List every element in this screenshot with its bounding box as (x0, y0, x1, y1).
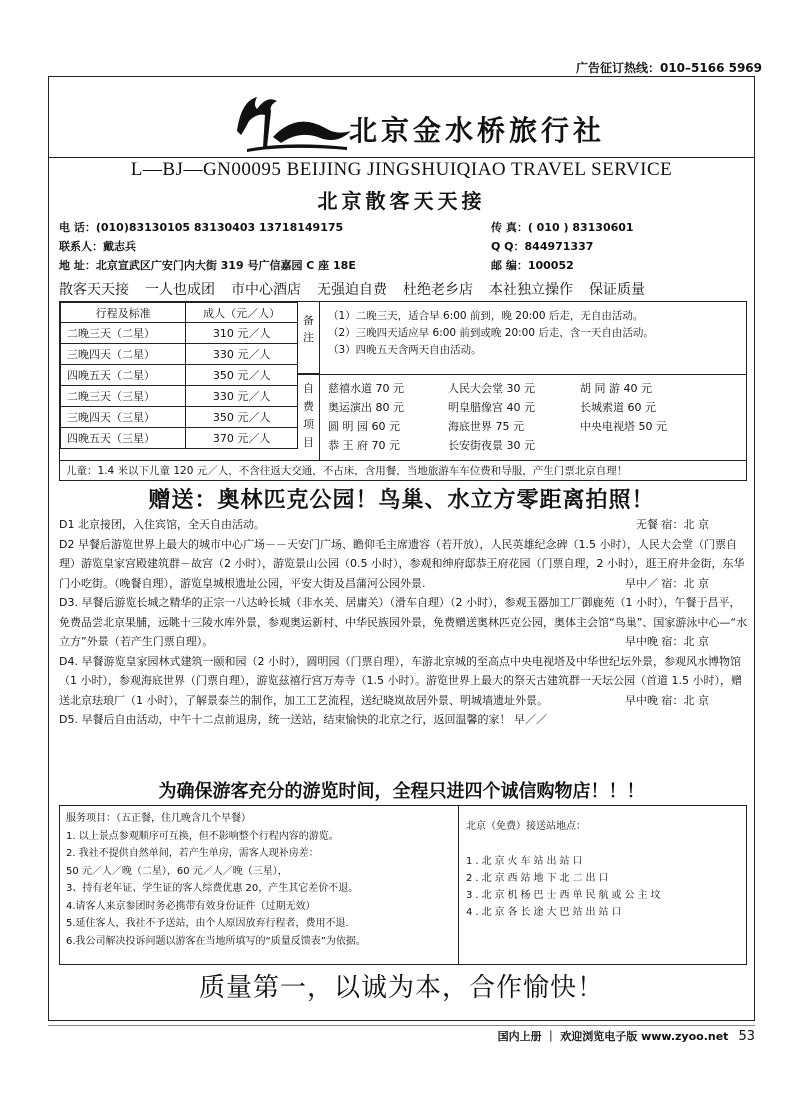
fax: 传 真：( 010 ) 83130601 (491, 221, 634, 234)
service-item: 50 元／人／晚（二星），60 元／人／晚（三星）， (66, 865, 288, 877)
self-pay-label: 自费项目 (298, 374, 320, 460)
table-row (61, 365, 298, 386)
pickup-item: 1.北京火车站出站口 (466, 856, 586, 867)
self-pay-item: 长城索道 60 元 (580, 401, 656, 414)
services-divider (458, 806, 459, 964)
self-pay-item: 圆 明 园 60 元 (328, 420, 400, 433)
footer-divider (48, 1025, 755, 1026)
quality-slogan: 质量第一，以诚为本，合作愉快！ (198, 973, 604, 1003)
feature-item: 散客天天接 (59, 282, 129, 298)
tour-price: 370 元／人 (186, 428, 298, 449)
pickup-item: 4.北京各长途大巴站出站口 (466, 907, 625, 918)
day-text: D5. 早餐后自由活动，中午十二点前退房，统一送站，结束愉快的北京之行，返回温馨的家！ 早／／ (59, 713, 547, 726)
slogan: 北京散客天天接 (317, 189, 486, 213)
tour-price: 350 元／人 (186, 365, 298, 386)
self-pay-item: 人民大会堂 30 元 (448, 382, 535, 395)
phone: 电 话：(010)83130105 83130403 13718149175 (59, 221, 344, 234)
agency-name: 北京金水桥旅行社 (349, 114, 606, 147)
itinerary-day (59, 515, 749, 535)
contact-person: 联系人：戴志兵 (59, 240, 136, 253)
table-row (61, 344, 298, 365)
table-row (61, 407, 298, 428)
ad-hotline: 广告征订热线：010–5166 5969 (575, 61, 762, 75)
logo-row (49, 87, 754, 155)
header-divider (49, 157, 754, 158)
pickup-item: 2.北京西站地下北二出口 (466, 873, 612, 884)
service-item: 2. 我社不提供自然单间，若产生单房，需客人现补房差： (66, 848, 319, 859)
self-pay-item: 奥运演出 80 元 (328, 401, 404, 414)
tour-type: 四晚五天（二星） (61, 365, 186, 386)
ad-frame (48, 76, 755, 1021)
day-meals: 早中晚 宿：北 京 (625, 693, 709, 707)
service-item: 3、持有老年证、学生证的客人综费优惠 20，产生其它差价不退。 (66, 883, 359, 894)
day-meals: 早中／ 宿：北 京 (625, 576, 709, 590)
tour-type: 二晚三天（二星） (61, 323, 186, 344)
self-pay-item: 长安街夜景 30 元 (448, 439, 535, 452)
tour-type: 三晚四天（二星） (61, 344, 186, 365)
self-pay-item: 恭 王 府 70 元 (328, 439, 400, 452)
notes-label: 备注 (298, 302, 320, 374)
service-item: 1. 以上景点参观顺序可互换，但不影响整个行程内容的游览。 (66, 830, 339, 842)
day-meals: 无餐 宿：北 京 (636, 518, 709, 531)
note-item: （1）二晚三天，适合早 6:00 前到，晚 20:00 后走，无自由活动。 (328, 310, 644, 322)
price-box (59, 301, 747, 481)
footer-text: 国内上册 ｜ 欢迎浏览电子版 www.zyoo.net (497, 1030, 729, 1043)
address: 地 址：北京宣武区广安门内大街 319 号广信嘉园 C 座 18E (59, 259, 356, 272)
self-pay-item: 海底世界 75 元 (448, 420, 524, 433)
dragon-logo-icon (227, 91, 357, 153)
license-line: L—BJ—GN00095 BEIJING JINGSHUIQIAO TRAVEL SERVICE (130, 159, 673, 180)
itinerary-day (59, 593, 749, 652)
self-pay-grid (328, 380, 738, 453)
note-item: （3）四晚五天含两天自由活动。 (328, 344, 482, 356)
day-text: D4. 早餐游览皇家园林式建筑一颐和园（2 小时），圆明园（门票自理），车游北京城的至高点中央电视塔及中华世纪坛外景，参观风水博物馆（1 小时），参观海底世界（门票自理），游览兹禧行宫万寿寺（1.5 小时）。游览世界上最大的祭天古建筑群一天坛公园（首道 1.5 小时），赠送北京珐琅厂（1 小时），了解景泰兰的制作，加工工艺流程，送纪晓岚故居外景、明城墙遗址外景。 (59, 654, 742, 707)
price-header: 行程及标准 (61, 303, 186, 323)
price-table (60, 302, 298, 449)
postcode: 邮 编：100052 (491, 259, 574, 272)
tour-price: 330 元／人 (186, 386, 298, 407)
gift-banner: 赠送：奥林匹克公园！鸟巢、水立方零距离拍照！ (148, 487, 655, 513)
self-pay-item: 胡 同 游 40 元 (580, 382, 652, 395)
tour-type: 四晚五天（三星） (61, 428, 186, 449)
services-list (66, 810, 452, 950)
self-pay-item: 慈禧水道 70 元 (328, 382, 404, 395)
service-item: 5.延住客人，我社不予送站，由个人原因放弃行程者，费用不退. (66, 918, 349, 929)
feature-item: 杜绝老乡店 (403, 282, 473, 298)
pickup-item: 3.北京机杨巴士西单民航或公主坟 (466, 890, 664, 901)
page-number: 53 (738, 1029, 755, 1044)
feature-item: 无强迫自费 (317, 282, 387, 298)
tour-price: 310 元／人 (186, 323, 298, 344)
feature-item: 一人也成团 (145, 282, 215, 298)
day-text: D2 早餐后游览世界上最大的城市中心广场－－天安门广场、瞻仰毛主席遗容（若开放），人民英雄纪念碑（1.5 小时），人民大会堂（门票自理）游览皇家宫殿建筑群－故宫（2 小时），游览景山公园（0.5 小时），参观和绅府邸恭王府花园（门票自理，2 小时），逛王府井金街，东华门小吃街。（晚餐自理），游览皇城根遗址公园，平安大街及昌蒲河公园外景. (59, 537, 745, 590)
self-pay-item: 明皇腊像宫 40 元 (448, 401, 535, 414)
shop-note: 为确保游客充分的游览时间，全程只进四个诚信购物店！！！ (158, 781, 645, 802)
pickup-list (466, 818, 664, 921)
feature-list (59, 279, 749, 299)
table-row (61, 428, 298, 449)
child-note: 儿童：1.4 米以下儿童 120 元／人，不含往返大交通，不占床，含用餐，当地旅游车车位费和导服，产生门票北京自理！ (60, 460, 746, 481)
feature-item: 保证质量 (589, 282, 645, 298)
tour-price: 350 元／人 (186, 407, 298, 428)
qq: Q Q：844971337 (491, 240, 594, 253)
self-pay-item (580, 437, 720, 453)
services-title: 服务项目：（五正餐，住几晚含几个早餐） (66, 813, 251, 824)
price-header: 成人（元／人） (186, 303, 298, 323)
itinerary-day (59, 652, 749, 711)
feature-item: 本社独立操作 (489, 282, 573, 298)
table-row (61, 323, 298, 344)
self-pay-item: 中央电视塔 50 元 (580, 420, 667, 433)
itinerary (59, 515, 749, 730)
tour-type: 三晚四天（三星） (61, 407, 186, 428)
footer (498, 1028, 755, 1044)
day-meals: 早中晚 宿：北 京 (625, 635, 709, 648)
table-row (61, 386, 298, 407)
itinerary-day (59, 710, 749, 730)
notes (328, 308, 654, 359)
service-item: 6.我公司解决投诉问题以游客在当地所填写的“质量反馈表”为依据。 (66, 935, 366, 947)
note-item: （2）三晚四天适应早 6:00 前到或晚 20:00 后走，含一天自由活动。 (328, 327, 654, 339)
pickup-title: 北京（免费）接送站地点： (466, 821, 586, 832)
notes-divider (298, 374, 746, 375)
day-text: D1 北京接团，入住宾馆，全天自由活动。 (59, 518, 265, 531)
services-box (59, 805, 747, 965)
itinerary-day (59, 535, 749, 594)
feature-item: 市中心酒店 (231, 282, 301, 298)
day-text: D3. 早餐后游览长城之精华的正宗一八达岭长城（非水关、居庸关）（滑车自理）（2 小时），参观玉器加工厂御鹿苑（1 小时），午餐于昌平，免费品尝北京果脯，远眺十三陵水库外景，参观奥运新村、中华民族园外景，免费赠送奥林匹克公园，奥体主会馆“鸟巢”、国家游泳中心—“水立方”外景（若产生门票自理）。 (59, 596, 748, 648)
tour-price: 330 元／人 (186, 344, 298, 365)
tour-type: 二晚三天（三星） (61, 386, 186, 407)
service-item: 4.请客人来京参团时务必携带有效身份证件（过期无效） (66, 900, 316, 912)
